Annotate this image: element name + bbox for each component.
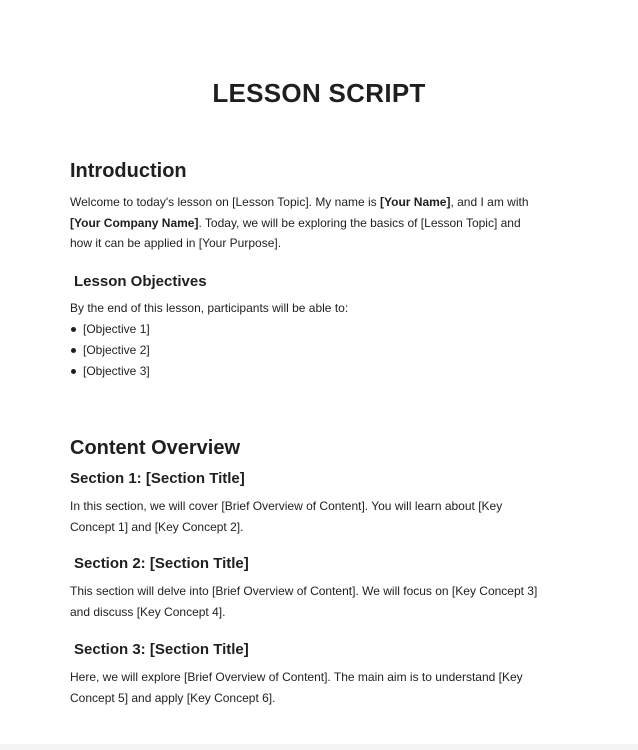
section-1-line-2: Concept 1] and [Key Concept 2]. [70,519,244,534]
section-1-heading: Section 1: [Section Title] [70,470,245,487]
section-2-line-2: and discuss [Key Concept 4]. [70,604,226,619]
introduction-paragraph [70,192,570,254]
objective-item: [Objective 1] [70,319,150,340]
intro-text-c: . Today, we will be exploring the basics of [Lesson Topic] and [198,215,521,230]
objectives-heading: Lesson Objectives [74,273,207,290]
section-2-heading: Section 2: [Section Title] [74,555,249,572]
section-1-paragraph [70,496,570,537]
objective-item: [Objective 3] [70,361,150,382]
introduction-heading: Introduction [70,160,187,182]
document-title: LESSON SCRIPT [212,78,426,108]
intro-your-name: [Your Name] [380,195,451,209]
section-2-line-1: This section will delve into [Brief Overview of Content]. We will focus on [Key Concept 3] [70,584,538,598]
section-3-heading: Section 3: [Section Title] [74,641,249,658]
section-3-paragraph [70,667,570,708]
objectives-list [70,319,150,382]
section-2-paragraph [70,581,590,622]
intro-text-b: , and I am with [450,195,529,209]
intro-company-name: [Your Company Name] [70,215,199,230]
section-1-line-1: In this section, we will cover [Brief Overview of Content]. You will learn about [Key [70,499,503,513]
objectives-intro: By the end of this lesson, participants will be able to: [70,301,349,315]
section-3-line-2: Concept 5] and apply [Key Concept 6]. [70,690,276,705]
introduction-line-1 [70,192,570,213]
content-overview-heading: Content Overview [70,437,241,459]
introduction-line-3: how it can be applied in [Your Purpose]. [70,236,282,250]
objective-item: [Objective 2] [70,340,150,361]
intro-text-a: Welcome to today's lesson on [Lesson Topic]. My name is [70,195,380,209]
section-3-line-1: Here, we will explore [Brief Overview of Content]. The main aim is to understand [Key [70,670,523,684]
introduction-line-2 [70,213,570,234]
